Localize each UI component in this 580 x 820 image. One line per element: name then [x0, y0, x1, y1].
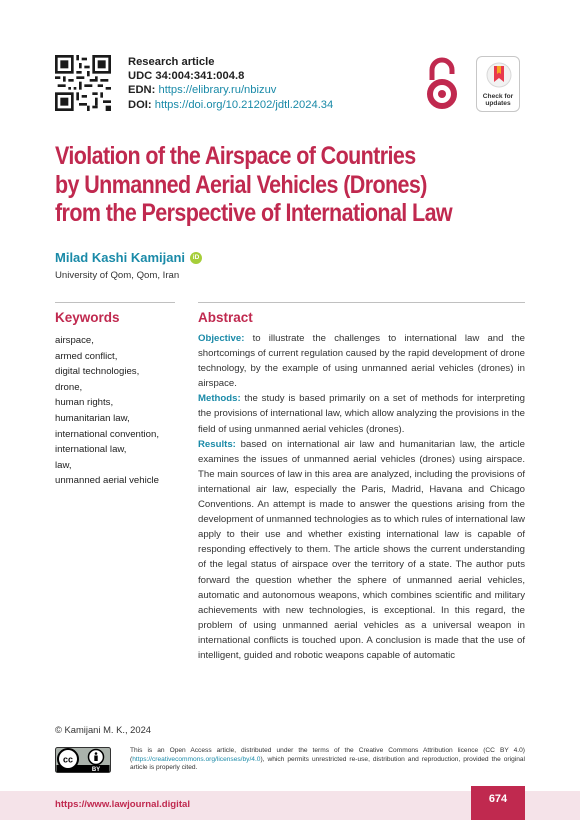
abstract-body: [198, 331, 525, 663]
udc-code: UDC 34:004:341:004.8: [128, 70, 245, 83]
affiliation: University of Qom, Qom, Iran: [55, 270, 180, 281]
page-number: 674: [471, 786, 525, 820]
license-link[interactable]: https://creativecommons.org/licenses/by/4.0: [132, 755, 261, 763]
abstract-methods: [198, 391, 525, 436]
title-line-1: Violation of the Airspace of Countries: [55, 142, 416, 170]
keyword-item: humanitarian law,: [55, 412, 130, 424]
check-for-updates-badge[interactable]: [476, 56, 520, 112]
check-for-updates-label: Check for updates: [482, 92, 514, 107]
keyword-item: international law,: [55, 444, 127, 456]
keyword-item: airspace,: [55, 335, 94, 346]
divider-keywords: [55, 302, 175, 303]
keyword-item: unmanned aerial vehicle: [55, 475, 159, 487]
results-text: based on international air law and humanitarian law, the article examines the issues of unmanned aerial vehicles (drones) using airspace. The main sources of law in this area are analyzed, including the provisions of international air law, especially the Paris, Madrid, Havana and Chicago Conventions. An attempt is made to answer the questions arising from the development of unmanned technologies as to which rules of international law apply to their use and whether existing international law is capable of responding effectively to them. The article shows the current understanding of the legal status of airspace over the territory of a state. The author puts forward the question whether the sphere of unmanned aerial vehicles, automatic and autonomous weapons, which combines scientific and military achievements with new technologies, is exceptional. In this regard, the problem of using unmanned aerial vehicles as a universal weapon in international conflicts is touched upon. A conclusion is made that the use of intelligent, guided and robotic weapons capable of automatic: [198, 438, 525, 661]
keywords-list: [55, 333, 159, 489]
keyword-item: drone,: [55, 381, 83, 393]
article-type: Research article: [128, 56, 215, 68]
methods-text: the study is based primarily on a set of methods for interpreting the provisions of international law, which allow analyzing the provisions in the field of using unmanned aerial vehicles (drones).: [198, 393, 525, 435]
qr-code-icon: [55, 55, 111, 111]
keyword-item: digital technologies,: [55, 366, 140, 378]
bookmark-ribbon-icon: [486, 62, 512, 88]
keyword-item: international convention,: [55, 428, 160, 440]
article-title: [55, 142, 537, 228]
objective-text: to illustrate the challenges to international law and the shortcomings of current regulation caused by the rapid development of drone technology, by the example of using unmanned aerial vehicles (drones) in airspace.: [198, 333, 525, 390]
abstract-objective: [198, 331, 525, 391]
cc-by-license-icon[interactable]: [55, 747, 111, 773]
abstract-heading: Abstract: [198, 310, 253, 325]
orcid-icon[interactable]: iD: [190, 252, 202, 264]
cc-by-label: BY: [91, 767, 101, 773]
keyword-item: law,: [55, 459, 72, 471]
author-line: [55, 250, 202, 265]
license-text: This is an Open Access article, distributed under the terms of the Creative Commons Attribution licence (CC BY 4.0) (https://creativecommons.org/licenses/by/4.0), which permits unrestricted re-use, distribution and reproduction, provided the original article is properly cited.: [130, 747, 525, 772]
open-access-icon: [420, 56, 464, 112]
keywords-heading: Keywords: [55, 310, 120, 325]
author-name[interactable]: Milad Kashi Kamijani: [55, 250, 186, 265]
keyword-item: human rights,: [55, 397, 114, 409]
doi-link[interactable]: https://doi.org/10.21202/jdtl.2024.34: [154, 98, 334, 111]
edn-link[interactable]: https://elibrary.ru/nbizuv: [158, 84, 277, 97]
title-line-2: by Unmanned Aerial Vehicles (Drones): [55, 170, 427, 199]
doi-label: DOI:: [128, 98, 152, 111]
abstract-results: [198, 437, 525, 663]
keyword-item: armed conflict,: [55, 350, 118, 362]
methods-label: Methods:: [198, 393, 241, 405]
copyright-notice: © Kamijani M. K., 2024: [55, 724, 152, 735]
objective-label: Objective:: [198, 333, 245, 344]
divider-abstract: [198, 302, 525, 303]
results-label: Results:: [198, 438, 236, 450]
title-line-3: from the Perspective of International Law: [55, 199, 453, 227]
journal-website-link[interactable]: https://www.lawjournal.digital: [55, 799, 191, 810]
edn-label: EDN:: [128, 84, 156, 97]
svg-text:cc: cc: [62, 754, 74, 765]
article-metadata: [128, 55, 333, 112]
